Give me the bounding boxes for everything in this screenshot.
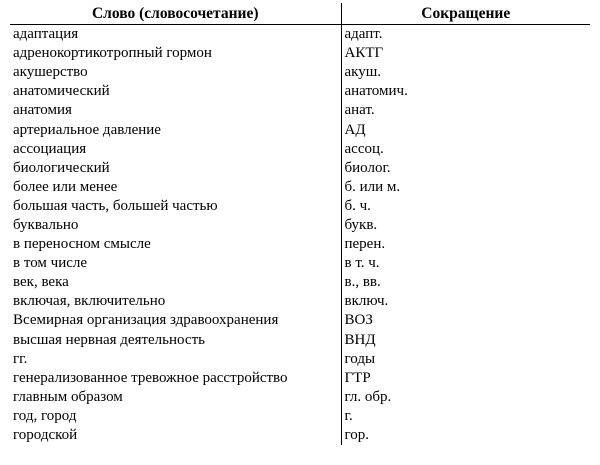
table-row — [10, 388, 590, 407]
table-row — [10, 311, 590, 330]
abbreviation-cell: б. или м. — [344, 178, 401, 195]
abbreviation-cell: акуш. — [344, 64, 382, 81]
word-cell: анатомический — [10, 82, 341, 101]
abbreviation-cell: г. — [344, 407, 353, 424]
abbreviation-cell: б. ч. — [344, 197, 371, 214]
abbreviation-cell: перен. — [344, 236, 386, 253]
word-cell: главным образом — [10, 388, 341, 407]
abbreviation-cell: адапт. — [344, 26, 383, 43]
abbreviation-cell: гл. обр. — [344, 388, 392, 405]
word-cell: включая, включительно — [10, 292, 341, 311]
table-row — [10, 178, 590, 197]
table-row — [10, 292, 590, 311]
word-cell: год, город — [10, 407, 341, 426]
abbreviation-cell: анатомич. — [344, 83, 408, 100]
column-header-abbreviation: Сокращение — [341, 3, 590, 25]
word-cell: адренокортикотропный гормон — [10, 44, 341, 63]
abbreviation-cell: включ. — [344, 293, 389, 310]
word-cell: век, века — [10, 273, 341, 292]
abbreviation-cell: ассоц. — [344, 140, 384, 157]
word-cell: в переносном смысле — [10, 235, 341, 254]
word-cell: в том числе — [10, 254, 341, 273]
abbreviation-cell: в., вв. — [344, 274, 381, 291]
table-row — [10, 159, 590, 178]
table-row — [10, 63, 590, 82]
table-header-row — [10, 3, 590, 25]
abbreviation-cell: ГТР — [344, 369, 371, 386]
word-cell: адаптация — [10, 25, 341, 45]
word-cell: артериальное давление — [10, 120, 341, 139]
abbreviation-cell: биолог. — [344, 159, 391, 176]
word-cell: ассоциация — [10, 140, 341, 159]
abbreviation-cell: АД — [344, 121, 366, 138]
abbreviation-cell: анат. — [344, 102, 375, 119]
table-body — [10, 25, 590, 446]
word-cell: буквально — [10, 216, 341, 235]
table-row — [10, 426, 590, 445]
table-row — [10, 216, 590, 235]
word-cell: городской — [10, 426, 341, 445]
word-cell: генерализованное тревожное расстройство — [10, 369, 341, 388]
table-row — [10, 101, 590, 120]
table-row — [10, 369, 590, 388]
table-row — [10, 25, 590, 45]
abbreviation-cell: ВОЗ — [344, 312, 373, 329]
abbreviation-cell: гор. — [344, 427, 370, 444]
abbreviation-cell: АКТГ — [344, 45, 384, 62]
word-cell: более или менее — [10, 178, 341, 197]
table-row — [10, 235, 590, 254]
word-cell: Всемирная организация здравоохранения — [10, 311, 341, 330]
word-cell: акушерство — [10, 63, 341, 82]
table-row — [10, 120, 590, 139]
table-row — [10, 254, 590, 273]
column-header-word: Слово (словосочетание) — [10, 3, 341, 25]
word-cell: гг. — [10, 350, 341, 369]
table-row — [10, 331, 590, 350]
table-row — [10, 407, 590, 426]
table-row — [10, 350, 590, 369]
abbreviation-cell: ВНД — [344, 331, 376, 348]
word-cell: биологический — [10, 159, 341, 178]
word-cell: большая часть, большей частью — [10, 197, 341, 216]
table-row — [10, 140, 590, 159]
table-row — [10, 82, 590, 101]
abbreviation-cell: годы — [344, 350, 376, 367]
word-cell: анатомия — [10, 101, 341, 120]
table-row — [10, 197, 590, 216]
abbreviation-cell: букв. — [344, 216, 378, 233]
table-row — [10, 44, 590, 63]
table-row — [10, 273, 590, 292]
abbreviations-table — [10, 3, 590, 445]
word-cell: высшая нервная деятельность — [10, 331, 341, 350]
abbreviation-cell: в т. ч. — [344, 255, 380, 272]
